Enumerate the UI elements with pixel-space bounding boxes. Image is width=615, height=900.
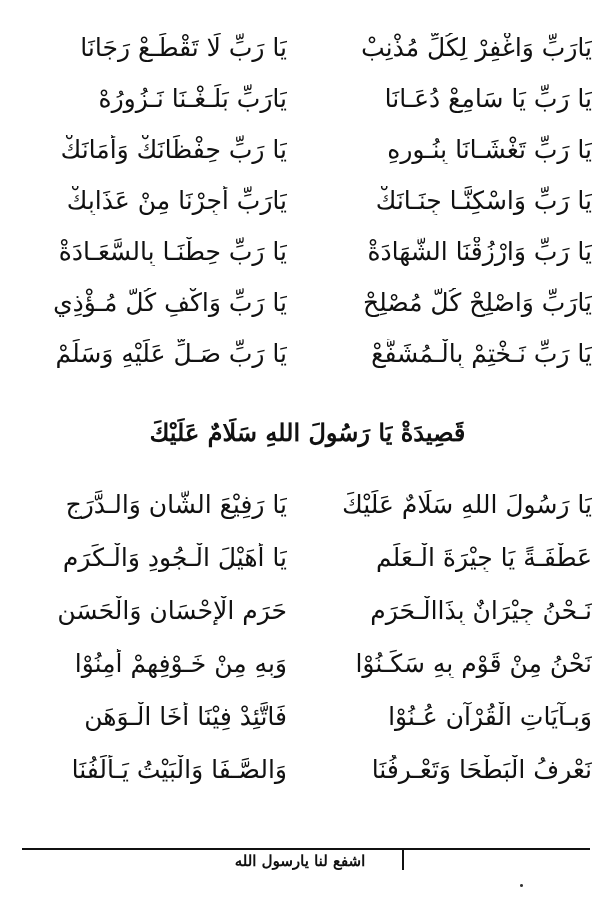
verse-first-hemistich: نَـحْنُ جِيْرَانٌ بِذَاالْـحَرَمِ [370,596,592,625]
verse-second-hemistich: يَا رَبِّ حِفْظَانَكْ وَأَمَانَكْ [60,135,287,164]
verse-first-hemistich: نَعْرِفُ الْبَطْحَا وَتَعْـرِفُنَا [371,755,592,784]
verse-first-hemistich: يَا رَبِّ تَغْشَـانَا بِنُـورِهِ [387,135,592,164]
verse-second-hemistich: يَا رَبِّ لَا تَقْطَـعْ رَجَانَا [80,33,287,62]
verse-second-hemistich: حَرَمِ الْإِحْسَانِ وَالْحَسَنِ [57,596,287,625]
verse-line [22,124,592,175]
verse-second-hemistich: يَا أُهَيْلَ الْـجُودِ وَالْـكَرَمِ [62,543,287,572]
verse-first-hemistich: وَبِـآيَاتِ الْقُرْآنِ عُـنُوْا [388,702,592,731]
verse-second-hemistich: يَارَبِّ أَجِرْنَا مِنْ عَذَابِكْ [66,186,287,215]
footer-divider [22,848,590,850]
verse-first-hemistich: يَارَبِّ وَاصْلِحْ كُلَّ مُصْلِحْ [362,288,592,317]
verse-line [22,175,592,226]
verse-line [22,22,592,73]
verse-first-hemistich: نَحْنُ مِنْ قَوْمٍ بِهِ سَكَـنُوْا [355,649,592,678]
verse-second-hemistich: وَالصَّـفَا وَالْبَيْتُ يَـأْلَفُنَا [71,755,287,784]
verse-first-hemistich: يَا رَبِّ وَاسْكِنَّـا جِنَـانَكْ [375,186,592,215]
verse-second-hemistich: يَا رَبِّ حِطْنَـا بِالسَّعَـادَةْ [58,237,287,266]
verse-second-hemistich: وَبِهِ مِنْ خَـوْفِهِمْ أَمِنُوْا [74,649,287,678]
footer-divider-tick [402,850,404,870]
verse-second-hemistich: يَا رَبِّ صَـلِّ عَلَيْهِ وَسَلِّمْ [55,339,287,368]
verse-line [22,226,592,277]
verse-second-hemistich: يَا رَفِيْعَ الشَّانِ وَالـدَّرَجِ [65,490,287,519]
qasida-stanza [22,478,592,796]
verse-line [22,277,592,328]
verse-line [22,743,592,796]
verse-first-hemistich: يَا رَبِّ يَا سَامِعْ دُعَـانَا [384,84,592,113]
verse-second-hemistich: يَا رَبِّ وَاكْفِ كُلَّ مُـؤْذِي [53,288,287,317]
verse-line [22,478,592,531]
verse-first-hemistich: يَا رَبِّ وَارْزُقْنَا الشَّهَادَةْ [367,237,592,266]
verse-first-hemistich: يَا رَبِّ نَـخْتِمْ بِالْـمُشَفَّعْ [371,339,592,368]
verse-line [22,328,592,379]
verse-line [22,531,592,584]
verse-line [22,690,592,743]
poem-title: قَصِيدَةْ يَا رَسُولَ اللهِ سَلَامٌ عَلَيْكَ [149,418,466,447]
verse-line [22,584,592,637]
verse-second-hemistich: فَاتَّئِدْ فِيْنَا أَخَا الْـوَهَنِ [84,702,287,731]
scan-speck [520,884,523,887]
munajat-stanza [22,22,592,379]
verse-first-hemistich: يَارَبِّ وَاغْفِرْ لِكُلِّ مُذْنِبْ [361,33,592,62]
verse-first-hemistich: يَا رَسُولَ اللهِ سَلَامٌ عَلَيْكَ [342,490,592,519]
verse-first-hemistich: عَطْفَـةً يَا جِيْرَةَ الْـعَلَمِ [376,543,592,572]
footer-caption: اشفع لنا يارسول الله [234,852,366,870]
verse-line [22,637,592,690]
verse-second-hemistich: يَارَبِّ بَلِّـغْـنَا نَـزُورُهْ [98,84,287,113]
verse-line [22,73,592,124]
